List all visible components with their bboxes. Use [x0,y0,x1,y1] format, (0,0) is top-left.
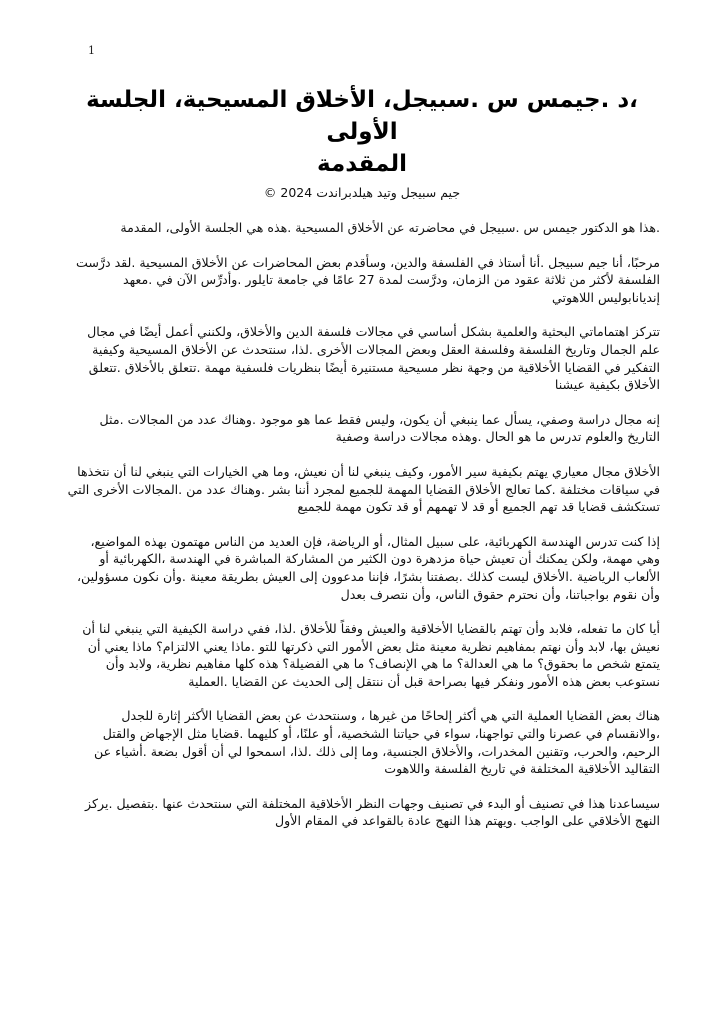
paragraph: هناك بعض القضايا العملية التي هي أكثر إلحاحًا من غيرها ، وسنتحدث عن بعض القضايا الأكثر إثارة للجدل ،والانقسام في عصرنا والتي تواجهنا، سواء في حياتنا الشخصية، أو علنًا، أو كليهما .قضايا مثل الإجهاض والقتل الرحيم، والحرب، وتقنين المخدرات، والأخلاق الجنسية، وما إلى ذلك .لذا، اسمحوا لي أن أقول بضعة .أشياء عن التقاليد الأخلاقية المختلفة في تاريخ الفلسفة واللاهوت [94,708,660,777]
paragraph: الأخلاق مجال معياري يهتم بكيفية سير الأمور، وكيف ينبغي لنا أن نعيش، وما هي الخيارات التي ينبغي لنا أن نتخذها في سياقات مختلفة .كما تعالج الأخلاق القضايا المهمة للجميع لمجرد أننا بشر .وهناك عدد من .المجالات الأخرى التي تستكشف قضايا قد تهم الجميع أو قد لا تهمهم أو قد تكون مهمة للجميع [67,463,660,515]
copyright-line: جيم سبيجل وتيد هيلدبراندت 2024 © [263,185,461,200]
document-body [64,84,660,847]
paragraph: .هذا هو الدكتور جيمس س .سبيجل في محاضرته عن الأخلاق المسيحية .هذه هي الجلسة الأولى، المقدمة [120,220,660,235]
document-title [64,84,660,180]
paragraph: إذا كنت تدرس الهندسة الكهربائية، على سبيل المثال، أو الرياضة، فإن العديد من الناس مهتمون بهذه المواضيع، وهي مهمة، ولكن يمكنك أن تعيش حياة مزدهرة دون الكثير من المشاركة المباشرة في الهندسة ،الكهربائية أو الألعاب الرياضية .الأخلاق ليست كذلك .بصفتنا بشرًا، فإننا مدعوون إلى العيش بطريقة معينة .وأن نكون مسؤولين، وأن نقوم بواجباتنا، وأن نحترم حقوق الناس، وأن نتصرف بعدل [76,533,660,602]
page-number: 1 [88,44,95,57]
paragraph: تتركز اهتماماتي البحثية والعلمية بشكل أساسي في مجالات فلسفة الدين والأخلاق، ولكنني أعمل أيضًا في مجال علم الجمال وتاريخ الفلسفة وفلسفة العقل وبعض المجالات الأخرى .لذا، سنتحدث عن الأخلاق المسيحية وكيفية التفكير في القضايا الأخلاقية من وجهة نظر مسيحية مستنيرة أيضًا بنظريات فلسفية مهمة .تتعلق بالأخلاق .تتعلق الأخلاق بكيفية عيشنا [87,324,660,393]
paragraph: سيساعدنا هذا في تصنيف أو البدء في تصنيف وجهات النظر الأخلاقية المختلفة التي سنتحدث عنها .بتفصيل .يركز النهج الأخلاقي على الواجب .ويهتم هذا النهج عادة بالقواعد في المقام الأول [85,795,660,829]
paragraph: أيا كان ما تفعله، فلابد وأن تهتم بالقضايا الأخلاقية والعيش وفقاً للأخلاق .لذا، ففي دراسة الكيفية التي ينبغي لنا أن نعيش بها، لابد وأن نهتم بمفاهيم نظرية معينة مثل بعض الأمور التي ذكرتها للتو .ماذا يعني الالتزام؟ ماذا يعني أن يتمتع شخص ما بحقوق؟ ما هي العدالة؟ ما هي الإنصاف؟ ما هي الفضيلة؟ هذه كلها مفاهيم نظرية، ولابد وأن نستوعب بعض هذه الأمور ونفكر فيها بصراحة قبل أن ننتقل إلى الحديث عن القضايا .العملية [82,621,660,689]
title-line-1: ،د .جيمس س .سبيجل، الأخلاق المسيحية، الجلسة الأولى [86,87,638,145]
paragraph: إنه مجال دراسة وصفي، يسأل عما ينبغي أن يكون، وليس فقط عما هو موجود .وهناك عدد من المجالات .مثل التاريخ والعلوم تدرس ما هو الحال .وهذه مجالات دراسة وصفية [99,411,660,445]
title-line-2: المقدمة [317,151,407,177]
paragraph: مرحبًا، أنا جيم سبيجل .أنا أستاذ في الفلسفة والدين، وسأقدم بعض المحاضرات عن الأخلاق المسيحية .لقد درَّست الفلسفة لأكثر من ثلاثة عقود من الزمان، ودرَّست لمدة 27 عامًا في جامعة تايلور .وأدرِّس الآن في .معهد إنديانابوليس اللاهوتي [75,254,660,305]
